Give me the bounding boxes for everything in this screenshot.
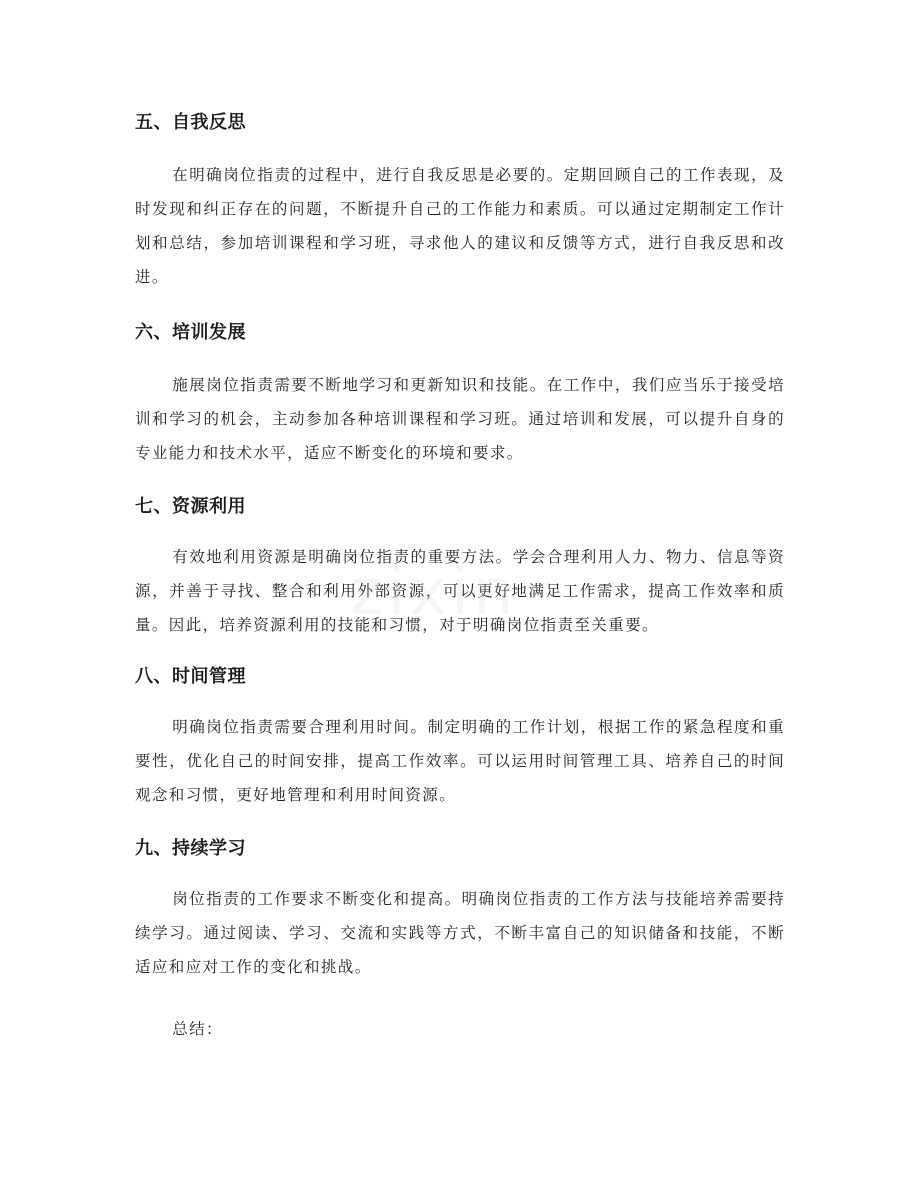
section-title: 九、持续学习 — [135, 838, 246, 859]
section-paragraph: 施展岗位指责需要不断地学习和更新知识和技能。在工作中，我们应当乐于接受培训和学习的机会，主动参加各种培训课程和学习班。通过培训和发展，可以提升自身的专业能力和技术水平，适应不断变化的环境和要求。 — [135, 376, 785, 462]
section-title: 八、时间管理 — [135, 666, 246, 687]
section-time-management — [135, 664, 785, 812]
section-paragraph: 明确岗位指责需要合理利用时间。制定明确的工作计划，根据工作的紧急程度和重要性，优化自己的时间安排，提高工作效率。可以运用时间管理工具、培养自己的时间观念和习惯，更好地管理和利用时间资源。 — [135, 718, 785, 804]
section-title: 七、资源利用 — [135, 496, 246, 517]
section-title: 六、培训发展 — [135, 322, 246, 343]
section-paragraph: 有效地利用资源是明确岗位指责的重要方法。学会合理利用人力、物力、信息等资源，并善于寻找、整合和利用外部资源，可以更好地满足工作需求，提高工作效率和质量。因此，培养资源利用的技能和习惯，对于明确岗位指责至关重要。 — [135, 548, 785, 634]
section-title: 五、自我反思 — [135, 112, 246, 133]
section-paragraph: 在明确岗位指责的过程中，进行自我反思是必要的。定期回顾自己的工作表现，及时发现和纠正存在的问题，不断提升自己的工作能力和素质。可以通过定期制定工作计划和总结，参加培训课程和学习班，寻求他人的建议和反馈等方式，进行自我反思和改进。 — [135, 166, 785, 286]
summary-label: 总结： — [172, 1020, 223, 1038]
section-paragraph: 岗位指责的工作要求不断变化和提高。明确岗位指责的工作方法与技能培养需要持续学习。通过阅读、学习、交流和实践等方式，不断丰富自己的知识储备和技能，不断适应和应对工作的变化和挑战。 — [135, 890, 785, 976]
section-continuous-learning — [135, 836, 785, 984]
section-training-development — [135, 320, 785, 470]
watermark: zixin — [350, 556, 518, 630]
section-self-reflection — [135, 110, 785, 294]
section-resource-utilization — [135, 494, 785, 642]
